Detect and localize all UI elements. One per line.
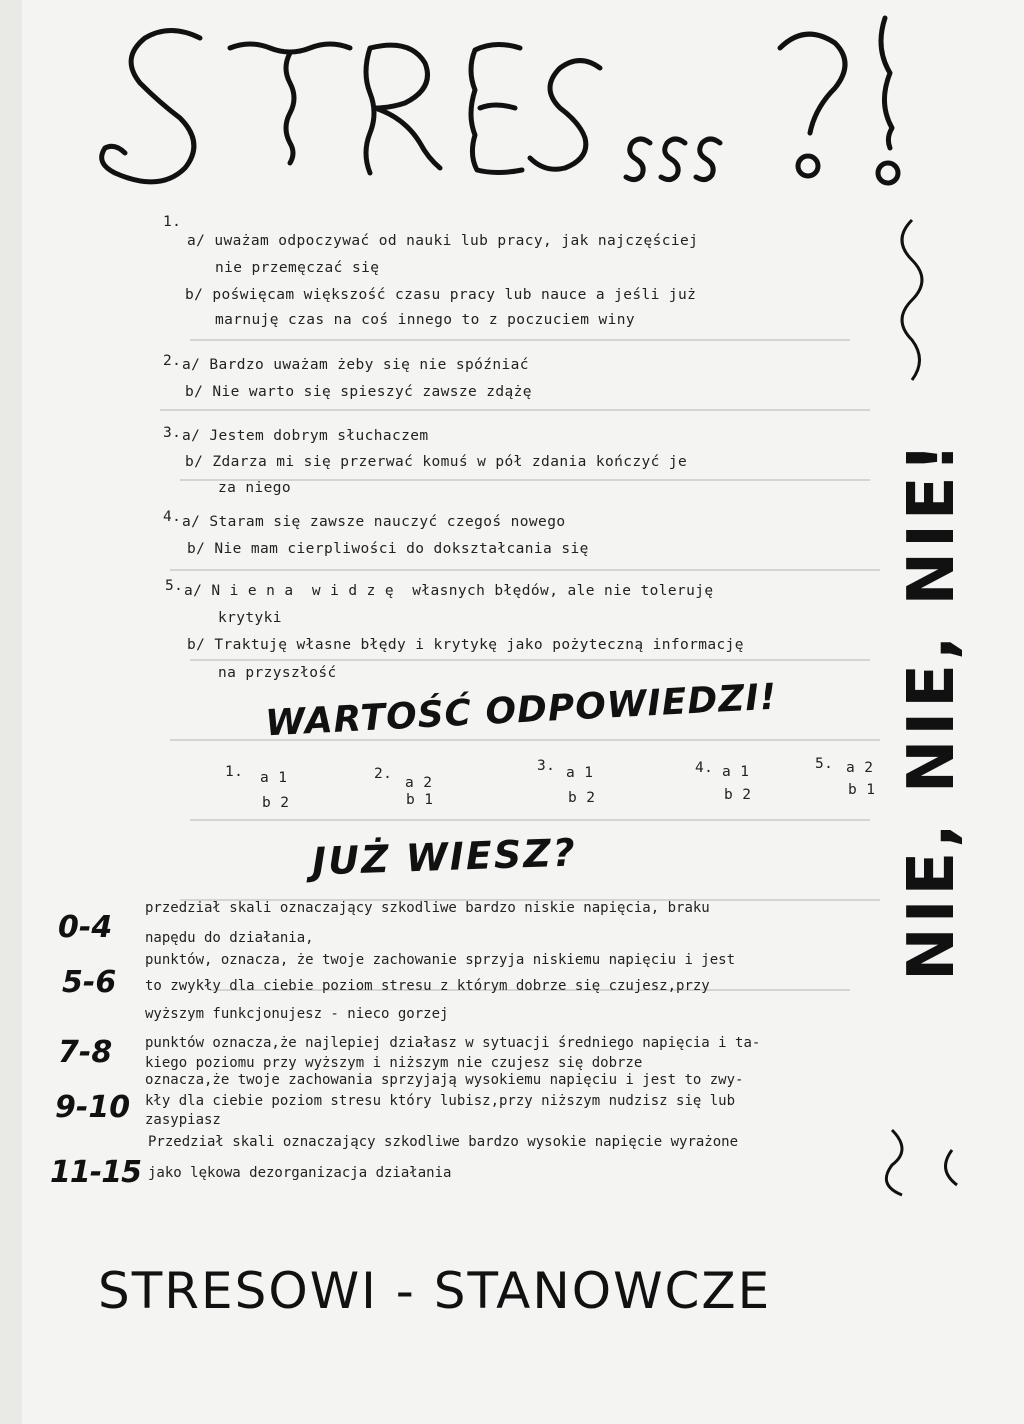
- title-handwritten: [80, 8, 920, 208]
- score-range-7-8: 7-8: [58, 1035, 113, 1070]
- scan-edge: [0, 0, 22, 1424]
- score-11-15-line-2: jako lękowa dezorganizacja działania: [148, 1165, 452, 1181]
- answer-5-b: b 1: [848, 782, 876, 798]
- answer-2-number: 2.: [374, 766, 393, 782]
- question-4-option-b: b/ Nie mam cierpliwości do dokształcania się: [187, 541, 589, 557]
- answer-5-a: a 2: [846, 760, 874, 776]
- question-5-number: 5.: [165, 578, 184, 594]
- score-11-15-line-1: Przedział skali oznaczający szkodliwe bardzo wysokie napięcie wyrażone: [148, 1134, 739, 1150]
- question-1-number: 1.: [163, 214, 182, 230]
- footer-handwritten: STRESOWI - STANOWCZE: [98, 1262, 772, 1320]
- question-3-option-b-cont: za niego: [218, 480, 292, 496]
- score-range-5-6: 5-6: [62, 965, 117, 1000]
- score-7-8-line-1: punktów oznacza,że najlepiej działasz w sytuacji średniego napięcia i ta-: [145, 1035, 761, 1051]
- answer-1-b: b 2: [262, 795, 290, 811]
- answer-5-number: 5.: [815, 756, 834, 772]
- score-heading: JUŻ WIESZ?: [311, 830, 578, 884]
- question-5-option-b-cont: na przyszłość: [218, 665, 337, 681]
- answer-1-number: 1.: [225, 764, 244, 780]
- question-2-number: 2.: [163, 353, 182, 369]
- question-5-option-b: b/ Traktuję własne błędy i krytykę jako pożyteczną informację: [187, 637, 744, 653]
- answer-2-a: a 2: [405, 775, 433, 791]
- question-2-option-a: a/ Bardzo uważam żeby się nie spóźniać: [182, 357, 529, 373]
- question-4-option-a: a/ Staram się zawsze nauczyć czegoś nowego: [182, 514, 566, 530]
- score-0-4-line-2: napędu do działania,: [145, 930, 314, 946]
- question-5-option-a-cont: krytyki: [218, 610, 282, 626]
- side-handwritten-area: [882, 210, 982, 1210]
- answer-3-a: a 1: [566, 765, 594, 781]
- answer-4-number: 4.: [695, 760, 714, 776]
- answer-4-a: a 1: [722, 764, 750, 780]
- score-5-6-line-1: punktów, oznacza, że twoje zachowanie sprzyja niskiemu napięciu i jest: [145, 952, 736, 968]
- score-range-11-15: 11-15: [50, 1155, 141, 1190]
- answer-3-b: b 2: [568, 790, 596, 806]
- answer-values-heading: WARTOŚĆ ODPOWIEDZI!: [264, 676, 779, 745]
- question-2-option-b: b/ Nie warto się spieszyć zawsze zdążę: [185, 384, 532, 400]
- answer-2-b: b 1: [406, 792, 434, 808]
- answer-4-b: b 2: [724, 787, 752, 803]
- question-3-option-a: a/ Jestem dobrym słuchaczem: [182, 428, 429, 444]
- question-1-option-b: b/ poświęcam większość czasu pracy lub nauce a jeśli już: [185, 287, 697, 303]
- question-3-option-b: b/ Zdarza mi się przerwać komuś w pół zdania kończyć je: [185, 454, 688, 470]
- answer-3-number: 3.: [537, 758, 556, 774]
- score-0-4-line-1: przedział skali oznaczający szkodliwe bardzo niskie napięcia, braku: [145, 900, 710, 916]
- question-1-option-a: a/ uważam odpoczywać od nauki lub pracy, jak najczęściej: [187, 233, 699, 249]
- score-5-6-line-3: wyższym funkcjonujesz - nieco gorzej: [145, 1006, 449, 1022]
- score-range-9-10: 9-10: [55, 1090, 131, 1125]
- question-4-number: 4.: [163, 509, 182, 525]
- answer-1-a: a 1: [260, 770, 288, 786]
- score-9-10-line-2: kły dla ciebie poziom stresu który lubisz,przy niższym nudzisz się lub: [145, 1093, 736, 1109]
- side-text-nie: NIE, NIE, NIE!: [895, 439, 969, 981]
- question-5-option-a: a/ N i e n a w i d z ę własnych błędów, ale nie toleruję: [184, 583, 714, 599]
- score-range-0-4: 0-4: [58, 910, 113, 945]
- score-9-10-line-3: zasypiasz: [145, 1112, 221, 1128]
- score-5-6-line-2: to zwykły dla ciebie poziom stresu z którym dobrze się czujesz,przy: [145, 978, 710, 994]
- score-7-8-line-2: kiego poziomu przy wyższym i niższym nie czujesz się dobrze: [145, 1055, 643, 1071]
- question-3-number: 3.: [163, 425, 182, 441]
- question-1-option-a-cont: nie przemęczać się: [215, 260, 380, 276]
- score-9-10-line-1: oznacza,że twoje zachowania sprzyjają wysokiemu napięciu i jest to zwy-: [145, 1072, 744, 1088]
- question-1-option-b-cont: marnuję czas na coś innego to z poczuciem winy: [215, 312, 635, 328]
